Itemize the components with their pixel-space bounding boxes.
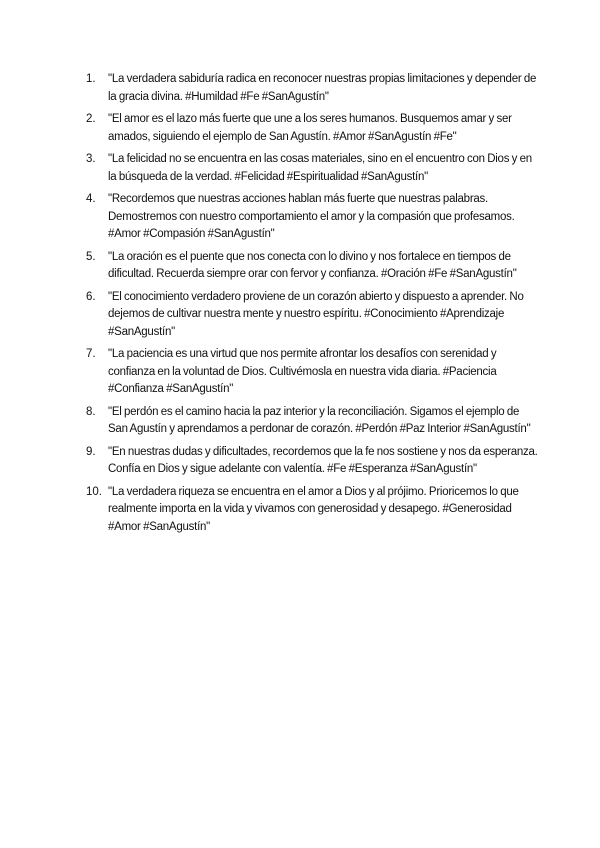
list-item bbox=[86, 444, 538, 479]
quote-list bbox=[86, 71, 538, 541]
list-item-text: "El perdón es el camino hacia la paz interior y la reconciliación. Sigamos el ejemplo de San Agustín y aprendamos a perdonar de corazón. #Perdón #Paz Interior #SanAgustín" bbox=[108, 405, 531, 435]
list-item-text: "Recordemos que nuestras acciones hablan más fuerte que nuestras palabras. Demostremos con nuestro comportamiento el amor y la compasión que profesamos. #Amor #Compasión #SanAgustín" bbox=[108, 193, 515, 240]
list-item-text: "La paciencia es una virtud que nos permite afrontar los desafíos con serenidad y confianza en la voluntad de Dios. Cultivémosla en nuestra vida diaria. #Paciencia #Confianza #SanAgustín" bbox=[108, 348, 497, 395]
list-item-text: "El amor es el lazo más fuerte que une a los seres humanos. Busquemos amar y ser amados, siguiendo el ejemplo de San Agustín. #Amor #SanAgustín #Fe" bbox=[108, 113, 512, 143]
list-item bbox=[86, 404, 538, 439]
list-item-text: "El conocimiento verdadero proviene de un corazón abierto y dispuesto a aprender. No dejemos de cultivar nuestra mente y nuestro espíritu. #Conocimiento #Aprendizaje #SanAgustín" bbox=[108, 290, 524, 338]
list-item-number: 3. bbox=[86, 153, 96, 165]
list-item-number: 4. bbox=[86, 193, 96, 205]
list-item-text: "La verdadera riqueza se encuentra en el amor a Dios y al prójimo. Prioricemos lo que realmente importa en la vida y vivamos con generosidad y desapego. #Generosidad #Amor #SanAgustín" bbox=[108, 485, 519, 533]
list-item-text: "La oración es el puente que nos conecta con lo divino y nos fortalece en tiempos de dificultad. Recuerda siempre orar con fervor y confianza. #Oración #Fe #SanAgustín" bbox=[108, 250, 517, 280]
list-item bbox=[86, 249, 538, 284]
list-item-number: 10. bbox=[86, 485, 102, 498]
list-item bbox=[86, 111, 538, 146]
list-item-number: 6. bbox=[86, 290, 96, 303]
list-item-number: 1. bbox=[86, 73, 96, 85]
list-item-number: 9. bbox=[86, 445, 96, 458]
list-item-number: 8. bbox=[86, 405, 96, 418]
list-item bbox=[86, 484, 538, 537]
list-item-number: 2. bbox=[86, 113, 96, 125]
list-item-text: "La verdadera sabiduría radica en reconocer nuestras propias limitaciones y depender de la gracia divina. #Humildad #Fe #SanAgustín" bbox=[108, 73, 537, 103]
list-item-text: "En nuestras dudas y dificultades, recordemos que la fe nos sostiene y nos da esperanza. Confía en Dios y sigue adelante con valentía. #Fe #Esperanza #SanAgustín" bbox=[108, 445, 538, 475]
list-item bbox=[86, 346, 538, 399]
list-item-number: 7. bbox=[86, 348, 96, 360]
list-item-number: 5. bbox=[86, 250, 96, 263]
list-item-text: "La felicidad no se encuentra en las cosas materiales, sino en el encuentro con Dios y en la búsqueda de la verdad. #Felicidad #Espiritualidad #SanAgustín" bbox=[108, 153, 532, 183]
list-item bbox=[86, 71, 538, 106]
list-item bbox=[86, 289, 538, 342]
list-item bbox=[86, 191, 538, 244]
list-item bbox=[86, 151, 538, 186]
